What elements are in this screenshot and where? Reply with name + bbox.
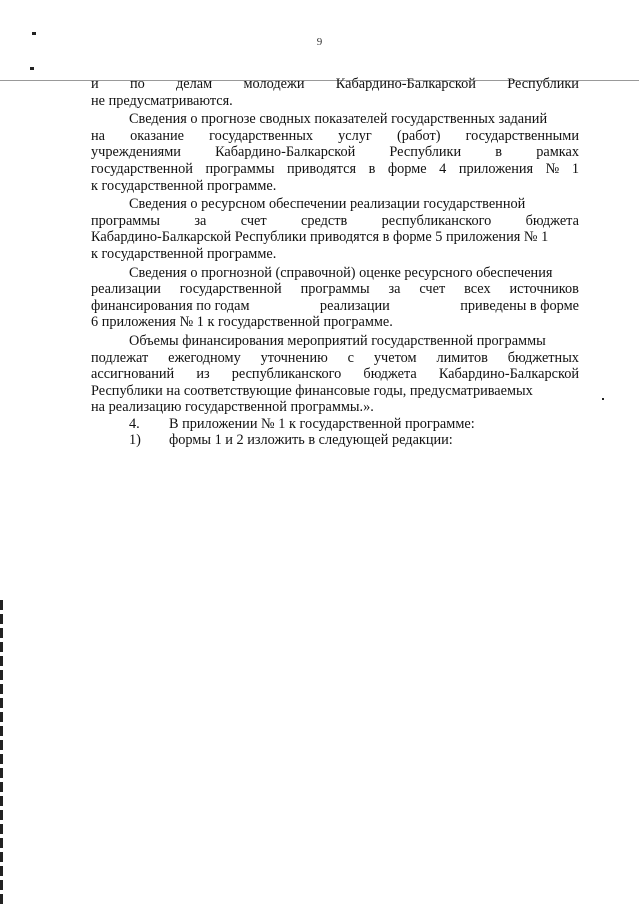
word: всех xyxy=(464,281,491,298)
word: молодежи xyxy=(243,76,305,92)
word: программы xyxy=(91,212,161,229)
paragraph-p4 xyxy=(91,333,579,416)
text-line xyxy=(91,161,579,178)
word: республиканского xyxy=(381,212,492,229)
paragraph-p1 xyxy=(91,111,579,194)
text-line: к государственной программе. xyxy=(91,245,277,262)
word: реализации xyxy=(319,297,390,314)
word: Республики xyxy=(507,76,579,92)
text-line xyxy=(91,366,579,383)
word: уточнению xyxy=(260,349,328,366)
scan-artifact-mark xyxy=(32,32,36,35)
text-line: Республики на соответствующие финансовые годы, предусматриваемых xyxy=(91,382,533,399)
word: за xyxy=(388,281,401,298)
word: финансирования по годам xyxy=(91,297,250,314)
word: учреждениями xyxy=(91,144,181,161)
text-line: 6 приложения № 1 к государственной программе. xyxy=(91,314,393,331)
page-number: 9 xyxy=(316,36,323,48)
text-line xyxy=(91,76,579,93)
word: бюджетных xyxy=(507,349,579,366)
word: реализации xyxy=(91,281,161,298)
word: за xyxy=(194,212,207,229)
word: рамках xyxy=(536,144,579,161)
word: приведены в форме xyxy=(460,297,579,314)
scan-artifact-mark xyxy=(30,67,34,70)
word: (работ) xyxy=(396,127,441,144)
word: учетом xyxy=(373,349,417,366)
word: из xyxy=(196,366,210,383)
word: с xyxy=(347,349,355,366)
paragraph-p0 xyxy=(91,76,579,109)
word: Кабардино-Балкарской xyxy=(215,144,356,161)
word: приложения xyxy=(458,160,534,177)
word: государственной xyxy=(91,160,193,177)
text-line: Сведения о прогнозе сводных показателей государственных заданий xyxy=(129,111,548,128)
list-item-number: 4. xyxy=(129,415,140,432)
word: по xyxy=(129,76,145,92)
text-line: к государственной программе. xyxy=(91,177,277,194)
word: форме xyxy=(387,160,427,177)
word: Республики xyxy=(389,144,462,161)
word: 1 xyxy=(571,160,579,177)
text-line xyxy=(91,213,579,230)
word: оказание xyxy=(130,127,185,144)
list-item-number: 1) xyxy=(129,432,141,449)
paragraph-p3 xyxy=(91,265,579,331)
word: программы xyxy=(205,160,275,177)
word: государственных xyxy=(209,127,314,144)
text-line: Кабардино-Балкарской Республики приводятся в форме 5 приложения № 1 xyxy=(91,229,549,246)
paragraph-p2 xyxy=(91,196,579,262)
word: на xyxy=(91,127,105,144)
text-line xyxy=(91,350,579,367)
text-line: на реализацию государственной программы.». xyxy=(91,399,374,416)
word: ежегодному xyxy=(168,349,241,366)
scan-artifact-mark xyxy=(602,398,604,400)
text-line xyxy=(91,281,579,298)
word: счет xyxy=(240,212,267,229)
list-item xyxy=(91,416,579,433)
word: в xyxy=(495,144,503,161)
text-line: Сведения о ресурсном обеспечении реализации государственной xyxy=(129,196,526,213)
scan-edge-artifact xyxy=(0,600,3,905)
text-line: Объемы финансирования мероприятий государственной программы xyxy=(129,332,546,349)
word: бюджета xyxy=(525,212,579,229)
word: ассигнований xyxy=(91,366,175,383)
word: программы xyxy=(300,281,370,298)
text-line: не предусматриваются. xyxy=(91,92,233,109)
word: 4 xyxy=(439,160,447,177)
word: Кабардино-Балкарской xyxy=(335,76,476,92)
word: Кабардино-Балкарской xyxy=(438,366,579,383)
word: в xyxy=(368,160,376,177)
word: республиканского xyxy=(231,366,342,383)
word: делам xyxy=(176,76,213,92)
text-line xyxy=(91,144,579,161)
list-item-text: формы 1 и 2 изложить в следующей редакции: xyxy=(169,432,453,449)
text-line xyxy=(91,298,579,315)
document-body xyxy=(91,76,579,449)
word: и xyxy=(91,76,99,92)
word: № xyxy=(545,160,560,177)
word: бюджета xyxy=(363,366,417,383)
list-item xyxy=(91,432,579,449)
word: приводятся xyxy=(286,160,357,177)
word: государственными xyxy=(465,127,579,144)
word: источников xyxy=(509,281,579,298)
word: лимитов xyxy=(436,349,488,366)
list-item-text: В приложении № 1 к государственной программе: xyxy=(169,415,475,432)
word: подлежат xyxy=(91,349,149,366)
word: услуг xyxy=(338,127,372,144)
word: средств xyxy=(300,212,348,229)
text-line xyxy=(91,128,579,145)
word: государственной xyxy=(179,281,282,298)
word: счет xyxy=(419,281,446,298)
text-line: Сведения о прогнозной (справочной) оценке ресурсного обеспечения xyxy=(129,264,553,281)
